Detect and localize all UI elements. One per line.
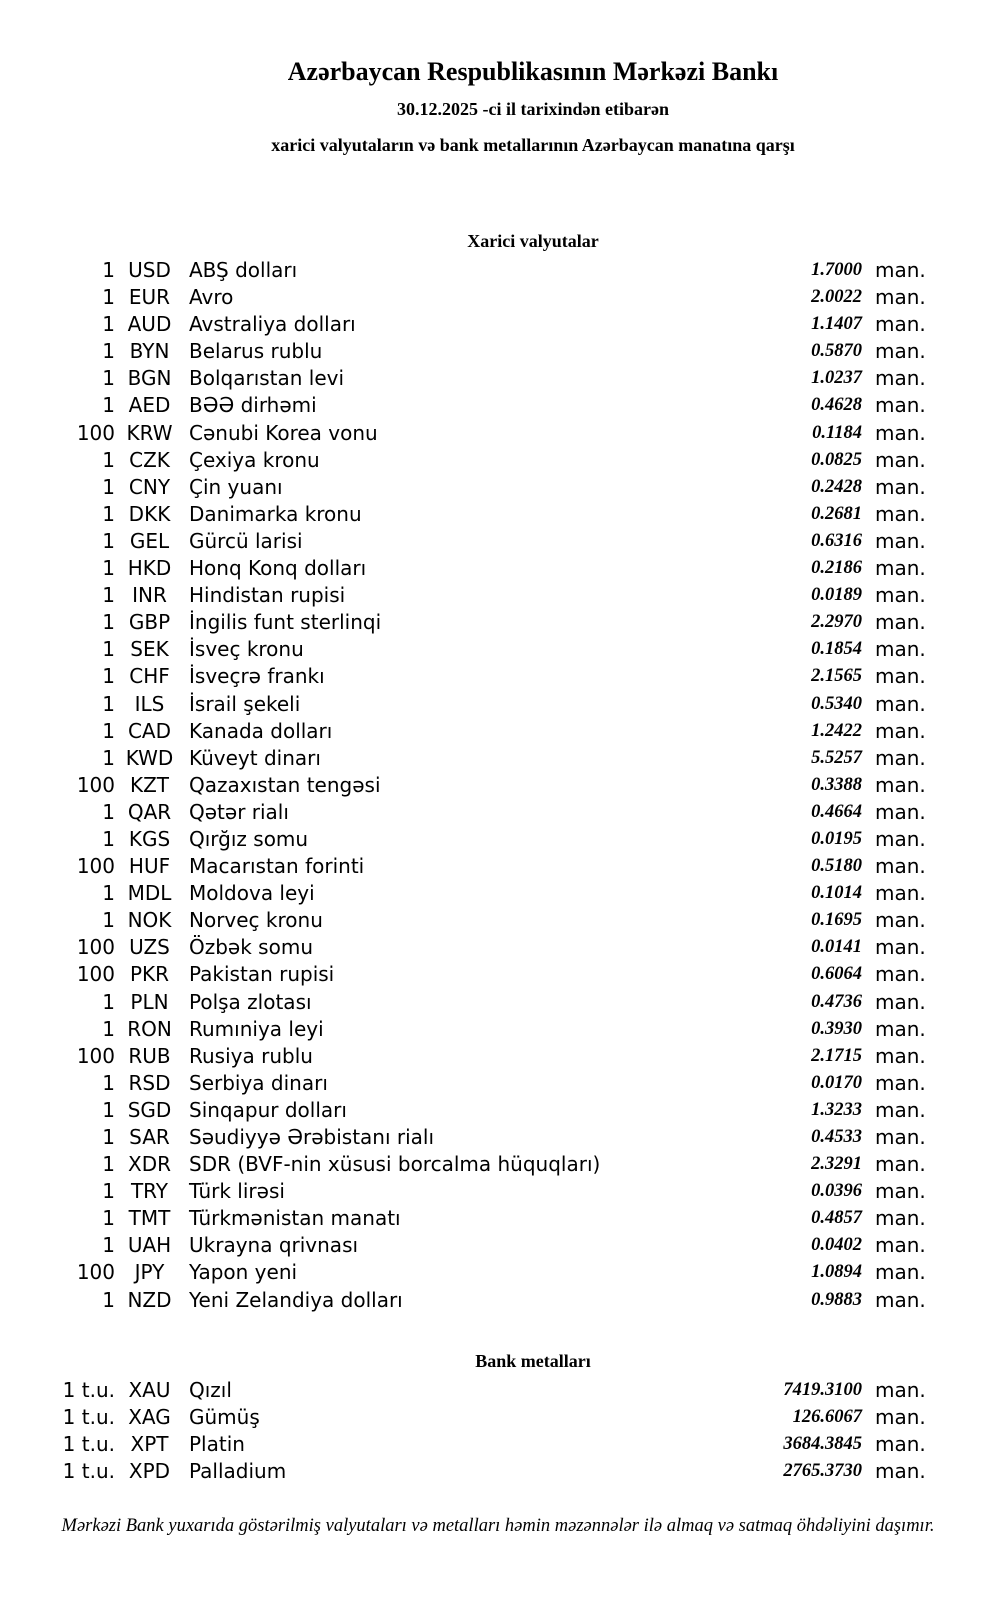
currency-rate: 0.9883: [811, 1289, 862, 1310]
currencies-table: [0, 257, 996, 1314]
currency-qty: 1: [102, 664, 115, 689]
currency-code: JPY: [134, 1260, 165, 1285]
currency-row: [0, 1259, 996, 1286]
unit-label: man.: [875, 501, 926, 526]
unit-label: man.: [875, 366, 926, 391]
metal-row: [0, 1404, 996, 1431]
currency-code: KGS: [128, 826, 171, 851]
currency-name: Sinqapur dolları: [189, 1097, 347, 1122]
currency-qty: 1: [102, 1179, 115, 1204]
currency-name: Özbək somu: [189, 935, 313, 960]
currency-rate: 1.0237: [811, 368, 862, 389]
currency-rate: 0.2681: [811, 503, 862, 524]
currency-code: AED: [128, 393, 171, 418]
currency-qty: 1: [102, 718, 115, 743]
currency-rate: 0.1695: [811, 910, 862, 931]
currency-qty: 1: [102, 366, 115, 391]
currency-row: [0, 691, 996, 718]
currency-rate: 1.3233: [811, 1099, 862, 1120]
unit-label: man.: [875, 1260, 926, 1285]
currency-code: CNY: [128, 474, 171, 499]
currency-name: Norveç kronu: [189, 908, 323, 933]
currency-code: NOK: [127, 908, 172, 933]
currency-code: UZS: [129, 935, 170, 960]
currency-code: AUD: [127, 312, 172, 337]
metal-rate: 7419.3100: [783, 1379, 862, 1400]
effective-date-line: 30.12.2025 -ci il tarixindən etibarən: [397, 99, 669, 119]
doc-header: [0, 0, 996, 156]
unit-label: man.: [875, 556, 926, 581]
unit-label: man.: [875, 528, 926, 553]
metal-code: XAU: [128, 1377, 171, 1402]
metals-table: [0, 1377, 996, 1485]
currency-name: Pakistan rupisi: [189, 962, 335, 987]
currency-rate: 0.1014: [811, 883, 862, 904]
metal-rate: 2765.3730: [783, 1460, 862, 1481]
currency-rate: 0.0189: [811, 585, 862, 606]
currency-name: BƏƏ dirhəmi: [189, 393, 317, 418]
currency-row: [0, 636, 996, 663]
unit-label: man.: [875, 826, 926, 851]
currency-code: CZK: [129, 447, 170, 472]
currency-name: Cənubi Korea vonu: [189, 420, 378, 445]
metal-qty: 1 t.u.: [62, 1377, 115, 1402]
metal-code: XPD: [128, 1458, 171, 1483]
currency-rate: 0.0141: [811, 937, 862, 958]
metal-row: [0, 1458, 996, 1485]
currency-row: [0, 772, 996, 799]
currency-code: TMT: [128, 1206, 171, 1231]
currency-code: XDR: [128, 1152, 171, 1177]
unit-label: man.: [875, 1070, 926, 1095]
currency-name: Səudiyyə Ərəbistanı rialı: [189, 1125, 435, 1149]
currency-code: USD: [128, 258, 171, 282]
currency-code: PLN: [130, 989, 169, 1014]
currency-name: Serbiya dinarı: [189, 1070, 328, 1095]
page-subtitle: xarici valyutaların və bank metallarının Azərbaycan manatına qarşı: [271, 135, 795, 155]
unit-label: man.: [875, 664, 926, 689]
currency-rate: 1.7000: [811, 260, 862, 280]
currency-code: HKD: [127, 556, 172, 581]
currency-qty: 1: [102, 312, 115, 337]
currency-qty: 1: [102, 1152, 115, 1177]
unit-label: man.: [875, 1125, 926, 1149]
unit-label: man.: [875, 1404, 926, 1429]
currency-qty: 100: [76, 420, 115, 445]
currency-name: Moldova leyi: [189, 881, 315, 906]
currency-qty: 1: [102, 799, 115, 824]
unit-label: man.: [875, 881, 926, 906]
currency-name: Hindistan rupisi: [189, 583, 346, 608]
unit-label: man.: [875, 962, 926, 987]
unit-label: man.: [875, 908, 926, 933]
currency-row: [0, 989, 996, 1016]
currency-qty: 1: [102, 637, 115, 662]
currency-qty: 100: [76, 1043, 115, 1068]
currency-rate: 5.5257: [811, 747, 862, 768]
currency-rate: 0.3930: [811, 1018, 862, 1039]
currency-name: Türk lirəsi: [189, 1179, 285, 1204]
metal-code: XAG: [128, 1404, 171, 1429]
currency-rate: 0.5180: [811, 856, 862, 877]
currency-code: SGD: [127, 1097, 172, 1122]
currency-name: Avro: [189, 285, 234, 310]
currency-row: [0, 420, 996, 447]
unit-label: man.: [875, 1016, 926, 1041]
unit-label: man.: [875, 285, 926, 310]
metal-name: Qızıl: [189, 1377, 232, 1402]
currency-qty: 1: [102, 826, 115, 851]
currency-qty: 1: [102, 691, 115, 716]
currency-code: RUB: [128, 1043, 171, 1068]
unit-label: man.: [875, 1233, 926, 1258]
currency-name: Qətər rialı: [189, 799, 289, 824]
currency-row: [0, 555, 996, 582]
currency-qty: 1: [102, 447, 115, 472]
unit-label: man.: [875, 1179, 926, 1204]
currency-qty: 100: [76, 962, 115, 987]
currency-name: Ukrayna qrivnası: [189, 1233, 359, 1258]
metal-row: [0, 1431, 996, 1458]
unit-label: man.: [875, 447, 926, 472]
currency-rate: 1.0894: [811, 1262, 862, 1283]
currency-row: [0, 663, 996, 690]
unit-label: man.: [875, 718, 926, 743]
currency-row: [0, 1232, 996, 1259]
currency-name: Yapon yeni: [189, 1260, 298, 1285]
currency-code: KZT: [129, 772, 170, 797]
currency-code: CHF: [129, 664, 170, 689]
currency-name: Rumıniya leyi: [189, 1016, 324, 1041]
currency-qty: 100: [76, 772, 115, 797]
currency-code: TRY: [130, 1179, 169, 1204]
currency-qty: 100: [76, 935, 115, 960]
currency-row: [0, 853, 996, 880]
currency-row: [0, 1043, 996, 1070]
currency-qty: 1: [102, 1206, 115, 1231]
currency-qty: 1: [102, 285, 115, 310]
currency-qty: 1: [102, 1233, 115, 1258]
metal-row: [0, 1377, 996, 1404]
unit-label: man.: [875, 1287, 926, 1312]
currency-code: GEL: [129, 528, 170, 553]
currency-name: Yeni Zelandiya dolları: [189, 1287, 403, 1312]
currency-qty: 1: [102, 1070, 115, 1095]
currency-rate: 1.2422: [811, 720, 862, 741]
currency-row: [0, 907, 996, 934]
unit-label: man.: [875, 745, 926, 770]
currency-rate: 0.0170: [811, 1072, 862, 1093]
currency-rate: 0.2428: [811, 476, 862, 497]
currency-qty: 1: [102, 393, 115, 418]
currency-rate: 0.4857: [811, 1208, 862, 1229]
currency-qty: 1: [102, 474, 115, 499]
currency-rate: 1.1407: [811, 314, 862, 335]
currency-name: ABŞ dolları: [189, 258, 298, 282]
currency-rate: 0.5340: [811, 693, 862, 714]
currency-qty: 1: [102, 501, 115, 526]
unit-label: man.: [875, 1206, 926, 1231]
currency-row: [0, 1151, 996, 1178]
disclaimer-text: Mərkəzi Bank yuxarıda göstərilmiş valyutaları və metalları həmin məzənnələr ilə almaq və satmaq öhdəliyini daşımır.: [61, 1516, 935, 1537]
unit-label: man.: [875, 935, 926, 960]
currency-name: Qazaxıstan tengəsi: [189, 772, 381, 797]
currency-rate: 2.1715: [811, 1045, 862, 1066]
currency-qty: 1: [102, 881, 115, 906]
unit-label: man.: [875, 393, 926, 418]
currency-name: Kanada dolları: [189, 718, 333, 743]
currency-name: Çin yuanı: [189, 474, 283, 499]
currency-row: [0, 1178, 996, 1205]
metals-section-title: Bank metalları: [475, 1350, 591, 1371]
currency-row: [0, 880, 996, 907]
metal-qty: 1 t.u.: [62, 1431, 115, 1456]
currency-name: Qırğız somu: [189, 826, 309, 851]
currency-row: [0, 799, 996, 826]
currency-qty: 1: [102, 908, 115, 933]
currency-qty: 1: [102, 339, 115, 364]
currency-qty: 1: [102, 528, 115, 553]
currency-code: CAD: [127, 718, 172, 743]
metal-qty: 1 t.u.: [62, 1404, 115, 1429]
currency-name: Honq Konq dolları: [189, 556, 367, 581]
currency-row: [0, 745, 996, 772]
currency-rate: 0.4664: [811, 801, 862, 822]
currency-name: Danimarka kronu: [189, 501, 362, 526]
unit-label: man.: [875, 854, 926, 879]
currency-name: SDR (BVF-nin xüsusi borcalma hüquqları): [189, 1152, 601, 1177]
currency-code: MDL: [127, 881, 172, 906]
currency-row: [0, 257, 996, 284]
page-title: Azərbaycan Respublikasının Mərkəzi Bankı: [287, 57, 779, 86]
unit-label: man.: [875, 1097, 926, 1122]
currency-code: DKK: [128, 501, 171, 526]
currency-row: [0, 365, 996, 392]
currency-qty: 1: [102, 989, 115, 1014]
currency-name: İngilis funt sterlinqi: [189, 610, 382, 635]
currency-code: ILS: [134, 691, 165, 716]
currency-rate: 2.1565: [811, 666, 862, 687]
currency-qty: 1: [102, 583, 115, 608]
currency-rate: 0.3388: [811, 774, 862, 795]
currency-code: EUR: [128, 285, 171, 310]
currency-rate: 0.4736: [811, 991, 862, 1012]
unit-label: man.: [875, 583, 926, 608]
currency-name: İsveçrə frankı: [189, 664, 325, 689]
unit-label: man.: [875, 258, 926, 282]
currency-code: KWD: [125, 745, 174, 770]
currency-code: NZD: [127, 1287, 172, 1312]
currency-row: [0, 311, 996, 338]
currency-row: [0, 1070, 996, 1097]
unit-label: man.: [875, 420, 926, 445]
currency-name: Bolqarıstan levi: [189, 366, 345, 391]
currency-code: KRW: [126, 420, 173, 445]
currency-code: PKR: [129, 962, 170, 987]
currency-rate: 0.5870: [811, 341, 862, 362]
currency-name: İsveç kronu: [189, 637, 304, 662]
currency-name: Rusiya rublu: [189, 1043, 313, 1068]
currency-qty: 1: [102, 610, 115, 635]
currency-qty: 100: [76, 854, 115, 879]
currency-row: [0, 609, 996, 636]
unit-label: man.: [875, 1043, 926, 1068]
currency-row: [0, 934, 996, 961]
currency-rate: 0.0195: [811, 828, 862, 849]
currency-name: Küveyt dinarı: [189, 745, 321, 770]
currency-row: [0, 1016, 996, 1043]
unit-label: man.: [875, 1377, 926, 1402]
currency-row: [0, 501, 996, 528]
currency-qty: 1: [102, 1016, 115, 1041]
currency-rate: 0.1184: [812, 422, 862, 443]
currency-code: INR: [132, 583, 167, 608]
currency-rate: 0.2186: [811, 558, 862, 579]
metal-qty: 1 t.u.: [62, 1458, 115, 1483]
currency-rate: 0.0825: [811, 449, 862, 470]
unit-label: man.: [875, 339, 926, 364]
currency-rate: 0.0402: [811, 1235, 862, 1256]
currency-name: Gürcü larisi: [189, 528, 303, 553]
currency-qty: 1: [102, 556, 115, 581]
unit-label: man.: [875, 637, 926, 662]
currency-code: UAH: [127, 1233, 172, 1258]
currency-row: [0, 338, 996, 365]
currency-rate: 0.6316: [811, 530, 862, 551]
currency-row: [0, 1287, 996, 1314]
currency-code: RSD: [128, 1070, 171, 1095]
currency-rate: 0.4628: [811, 395, 862, 416]
unit-label: man.: [875, 1152, 926, 1177]
currency-name: Belarus rublu: [189, 339, 323, 364]
currency-row: [0, 1097, 996, 1124]
currency-row: [0, 582, 996, 609]
currency-code: RON: [127, 1016, 172, 1041]
currency-row: [0, 961, 996, 988]
currency-rate: 2.2970: [811, 612, 862, 633]
currency-qty: 1: [102, 745, 115, 770]
currency-row: [0, 284, 996, 311]
currency-qty: 1: [102, 1287, 115, 1312]
currency-row: [0, 1205, 996, 1232]
unit-label: man.: [875, 474, 926, 499]
currency-row: [0, 528, 996, 555]
currency-code: BYN: [129, 339, 170, 364]
currency-rate: 0.6064: [811, 964, 862, 985]
metal-rate: 126.6067: [792, 1406, 862, 1427]
currency-row: [0, 1124, 996, 1151]
currency-code: SEK: [130, 637, 169, 662]
currency-rate: 0.4533: [811, 1127, 862, 1147]
unit-label: man.: [875, 1431, 926, 1456]
unit-label: man.: [875, 610, 926, 635]
currency-rate: 2.3291: [811, 1154, 862, 1175]
currency-row: [0, 392, 996, 419]
currency-code: SAR: [129, 1125, 170, 1149]
metal-code: XPT: [130, 1431, 169, 1456]
currency-code: HUF: [128, 854, 171, 879]
currency-name: Polşa zlotası: [189, 989, 312, 1014]
currency-name: Avstraliya dolları: [189, 312, 356, 337]
unit-label: man.: [875, 799, 926, 824]
currency-qty: 1: [102, 1097, 115, 1122]
unit-label: man.: [875, 691, 926, 716]
unit-label: man.: [875, 312, 926, 337]
currency-qty: 1: [102, 1125, 115, 1149]
currency-name: İsrail şekeli: [189, 691, 301, 716]
metal-name: Platin: [189, 1431, 245, 1456]
unit-label: man.: [875, 989, 926, 1014]
metal-name: Gümüş: [189, 1404, 260, 1429]
currency-code: GBP: [128, 610, 171, 635]
currency-name: Türkmənistan manatı: [189, 1206, 401, 1231]
currency-qty: 100: [76, 1260, 115, 1285]
currency-row: [0, 447, 996, 474]
currency-code: BGN: [127, 366, 172, 391]
currency-name: Çexiya kronu: [189, 447, 320, 472]
currency-row: [0, 826, 996, 853]
currency-rate: 0.0396: [811, 1181, 862, 1202]
metal-rate: 3684.3845: [783, 1433, 862, 1454]
currency-row: [0, 474, 996, 501]
currency-code: QAR: [127, 799, 172, 824]
currencies-section-title: Xarici valyutalar: [467, 231, 599, 251]
currency-name: Macarıstan forinti: [189, 854, 365, 879]
currency-rate: 0.1854: [811, 639, 862, 660]
metal-name: Palladium: [189, 1458, 287, 1483]
unit-label: man.: [875, 1458, 926, 1483]
currency-row: [0, 718, 996, 745]
currency-rate: 2.0022: [811, 287, 862, 308]
currency-qty: 1: [102, 258, 115, 282]
unit-label: man.: [875, 772, 926, 797]
